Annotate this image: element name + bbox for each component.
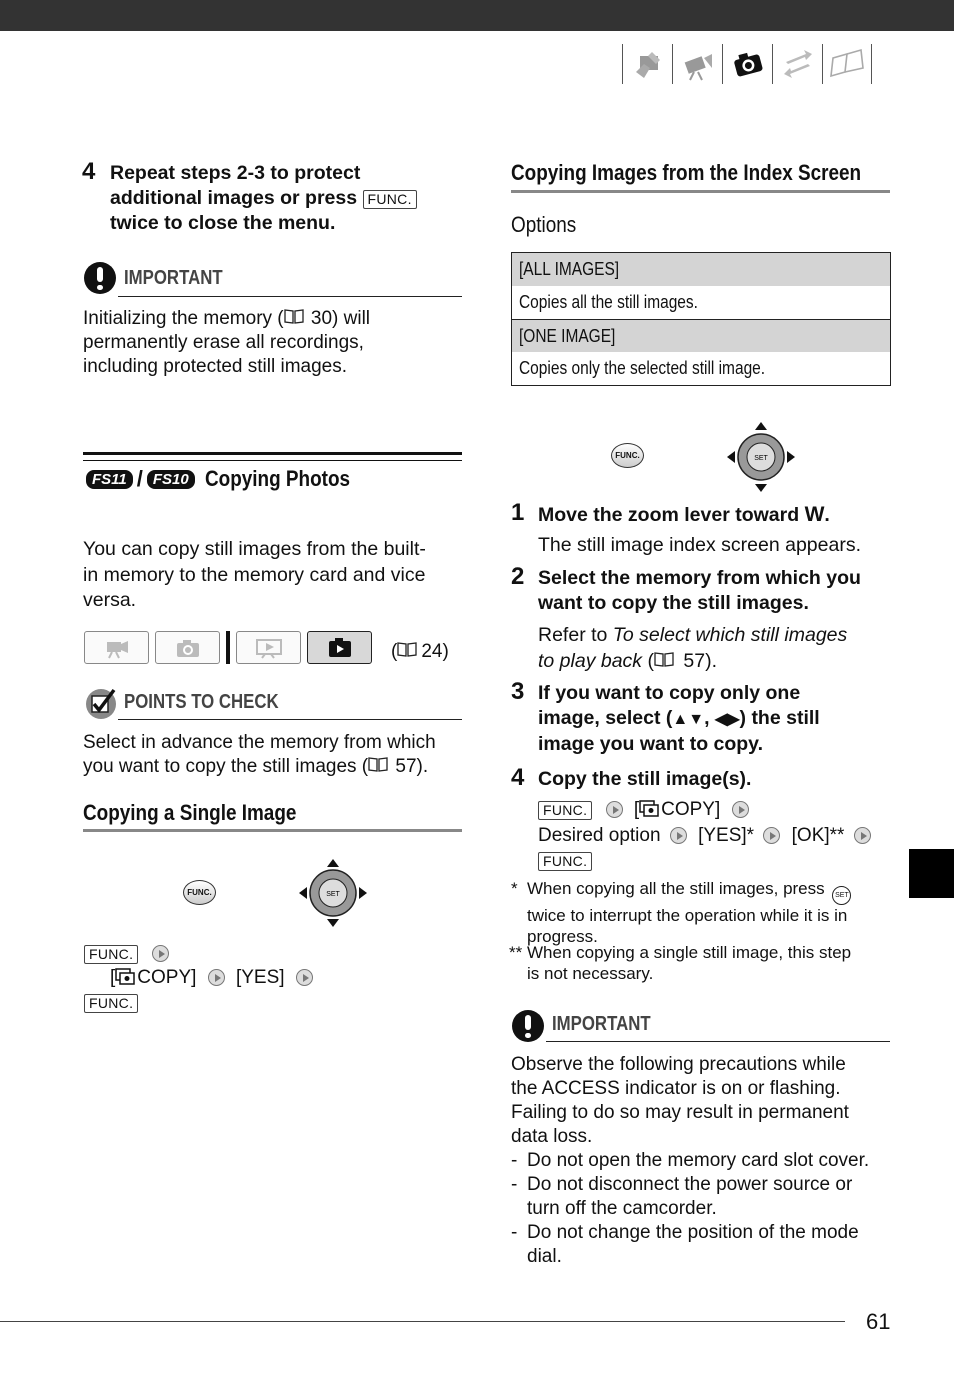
func-button-diagram: FUNC.	[611, 443, 644, 468]
photo-playback-button	[307, 631, 372, 664]
single-func-end	[84, 994, 138, 1013]
func-button-key: FUNC.	[363, 190, 417, 209]
step-number: 1	[511, 499, 525, 526]
list-item: - Do not change the position of the mode dial.	[511, 1222, 859, 1267]
connection-arrows-icon	[772, 44, 822, 84]
subsection-rule	[83, 829, 462, 832]
step-title: Copy the still image(s).	[538, 768, 752, 790]
arrow-right-icon	[606, 801, 623, 818]
important-rule	[118, 296, 462, 297]
step-number: 2	[511, 563, 525, 590]
movie-mode-button	[84, 631, 149, 664]
hands-camera-icon	[622, 44, 672, 84]
points-rule	[118, 719, 462, 720]
func-button-key: FUNC.	[538, 801, 592, 820]
chapter-marker-tab	[909, 849, 954, 898]
step-number: 4	[511, 764, 525, 791]
func-button-key: FUNC.	[84, 945, 138, 964]
camera-icon	[174, 637, 202, 659]
index-section-rule	[511, 190, 890, 193]
checkmark-icon	[84, 686, 118, 720]
precaution-list	[511, 1149, 896, 1269]
camcorder-icon	[103, 637, 131, 659]
chapter-tabs	[622, 44, 890, 86]
section-heading: FS11 / FS10 Copying Photos	[86, 466, 373, 492]
step-title: Move the zoom lever toward W.	[538, 503, 830, 526]
set-label: SET	[754, 455, 768, 462]
step-title: If you want to copy only one image, select (▲▼, ◀▶) the still image you want to copy.	[538, 682, 820, 755]
set-label: SET	[326, 891, 340, 898]
note-mark: **	[509, 943, 523, 962]
joystick-diagram	[726, 421, 796, 493]
note-mark: *	[511, 879, 518, 898]
arrow-right-icon	[208, 969, 225, 986]
note-text: When copying all the still images, press SET twice to interrupt the operation while it is in progress.	[527, 878, 892, 947]
note-text: When copying a single still image, this step is not necessary.	[527, 943, 852, 983]
important-icon	[512, 1010, 544, 1042]
section-double-rule	[83, 452, 462, 461]
movie-playback-button	[236, 631, 301, 664]
option-name: [ALL IMAGES]	[512, 253, 890, 286]
step-body: Refer to To select which still images to play back ( 57).	[538, 624, 848, 672]
book-icon	[368, 755, 390, 779]
mode-divider	[226, 631, 230, 664]
arrow-right-icon	[763, 827, 780, 844]
mode-page-ref: ( 24)	[391, 641, 449, 662]
func-button-key: FUNC.	[538, 852, 592, 871]
set-button-icon: SET	[832, 886, 851, 905]
step-number: 4	[82, 158, 96, 185]
step4-menu-path-2: Desired option [YES]* [OK]**	[538, 823, 871, 849]
book-icon	[284, 307, 306, 331]
single-procedure	[84, 941, 169, 967]
important-icon	[84, 262, 116, 294]
option-desc: Copies only the selected still image.	[519, 358, 766, 378]
fs11-badge: FS11	[86, 470, 133, 489]
footer-rule	[0, 1321, 845, 1322]
option-name: [ONE IMAGE]	[512, 319, 890, 352]
still-camera-icon	[722, 44, 772, 84]
important-label: IMPORTANT	[552, 1013, 651, 1035]
arrow-right-icon	[732, 801, 749, 818]
movie-playback-icon	[254, 637, 284, 659]
page-number: 61	[866, 1309, 891, 1334]
top-bar	[0, 0, 954, 31]
subsection-title: Copying a Single Image	[83, 800, 297, 825]
section-title: Copying Photos	[204, 466, 350, 491]
important-rule	[546, 1041, 890, 1042]
points-to-check-label: POINTS TO CHECK	[124, 691, 279, 713]
list-item: - Do not disconnect the power source or turn off the camcorder.	[511, 1174, 853, 1219]
arrow-right-icon	[670, 827, 687, 844]
intro-text: You can copy still images from the built- in memory to the memory card and vice versa.	[83, 538, 426, 611]
arrow-right-icon	[152, 945, 169, 962]
options-table	[511, 252, 891, 386]
important-label: IMPORTANT	[124, 267, 223, 289]
points-text: Select in advance the memory from which you want to copy the still images ( 57).	[83, 732, 436, 777]
index-section-title: Copying Images from the Index Screen	[511, 160, 862, 185]
camcorder-icon	[672, 44, 722, 84]
important-text: Initializing the memory ( 30) will permanently erase all recordings, including protected still images.	[83, 308, 371, 377]
joystick-diagram	[298, 858, 368, 928]
photo-playback-icon	[325, 637, 355, 659]
options-label: Options	[511, 212, 577, 237]
option-desc: Copies all the still images.	[519, 292, 698, 312]
list-item: - Do not open the memory card slot cover.	[511, 1150, 870, 1171]
step4-menu-path: FUNC. [ COPY]	[538, 797, 749, 825]
single-menu-path: [ COPY] [YES]	[110, 965, 313, 993]
func-button-diagram: FUNC.	[183, 880, 216, 905]
important-text: Observe the following precautions while the ACCESS indicator is on or flashing. Failing to do so may result in permanent data loss.	[511, 1054, 849, 1147]
step-body: The still image index screen appears.	[538, 534, 861, 556]
book-icon	[654, 648, 678, 674]
step-title: Repeat steps 2-3 to protect additional images or press FUNC. twice to close the menu.	[110, 161, 470, 236]
step-number: 3	[511, 678, 525, 705]
arrow-right-icon	[854, 827, 871, 844]
fs10-badge: FS10	[147, 470, 195, 489]
book-icon	[822, 44, 872, 84]
mode-buttons	[84, 631, 372, 664]
copy-icon	[639, 799, 661, 825]
step-title: Select the memory from which you want to copy the still images.	[538, 567, 861, 614]
arrow-right-icon	[296, 969, 313, 986]
book-icon	[397, 640, 421, 664]
copy-icon	[115, 967, 137, 993]
func-button-key: FUNC.	[84, 994, 138, 1013]
step4-func-end	[538, 852, 592, 871]
photo-mode-button	[155, 631, 220, 664]
